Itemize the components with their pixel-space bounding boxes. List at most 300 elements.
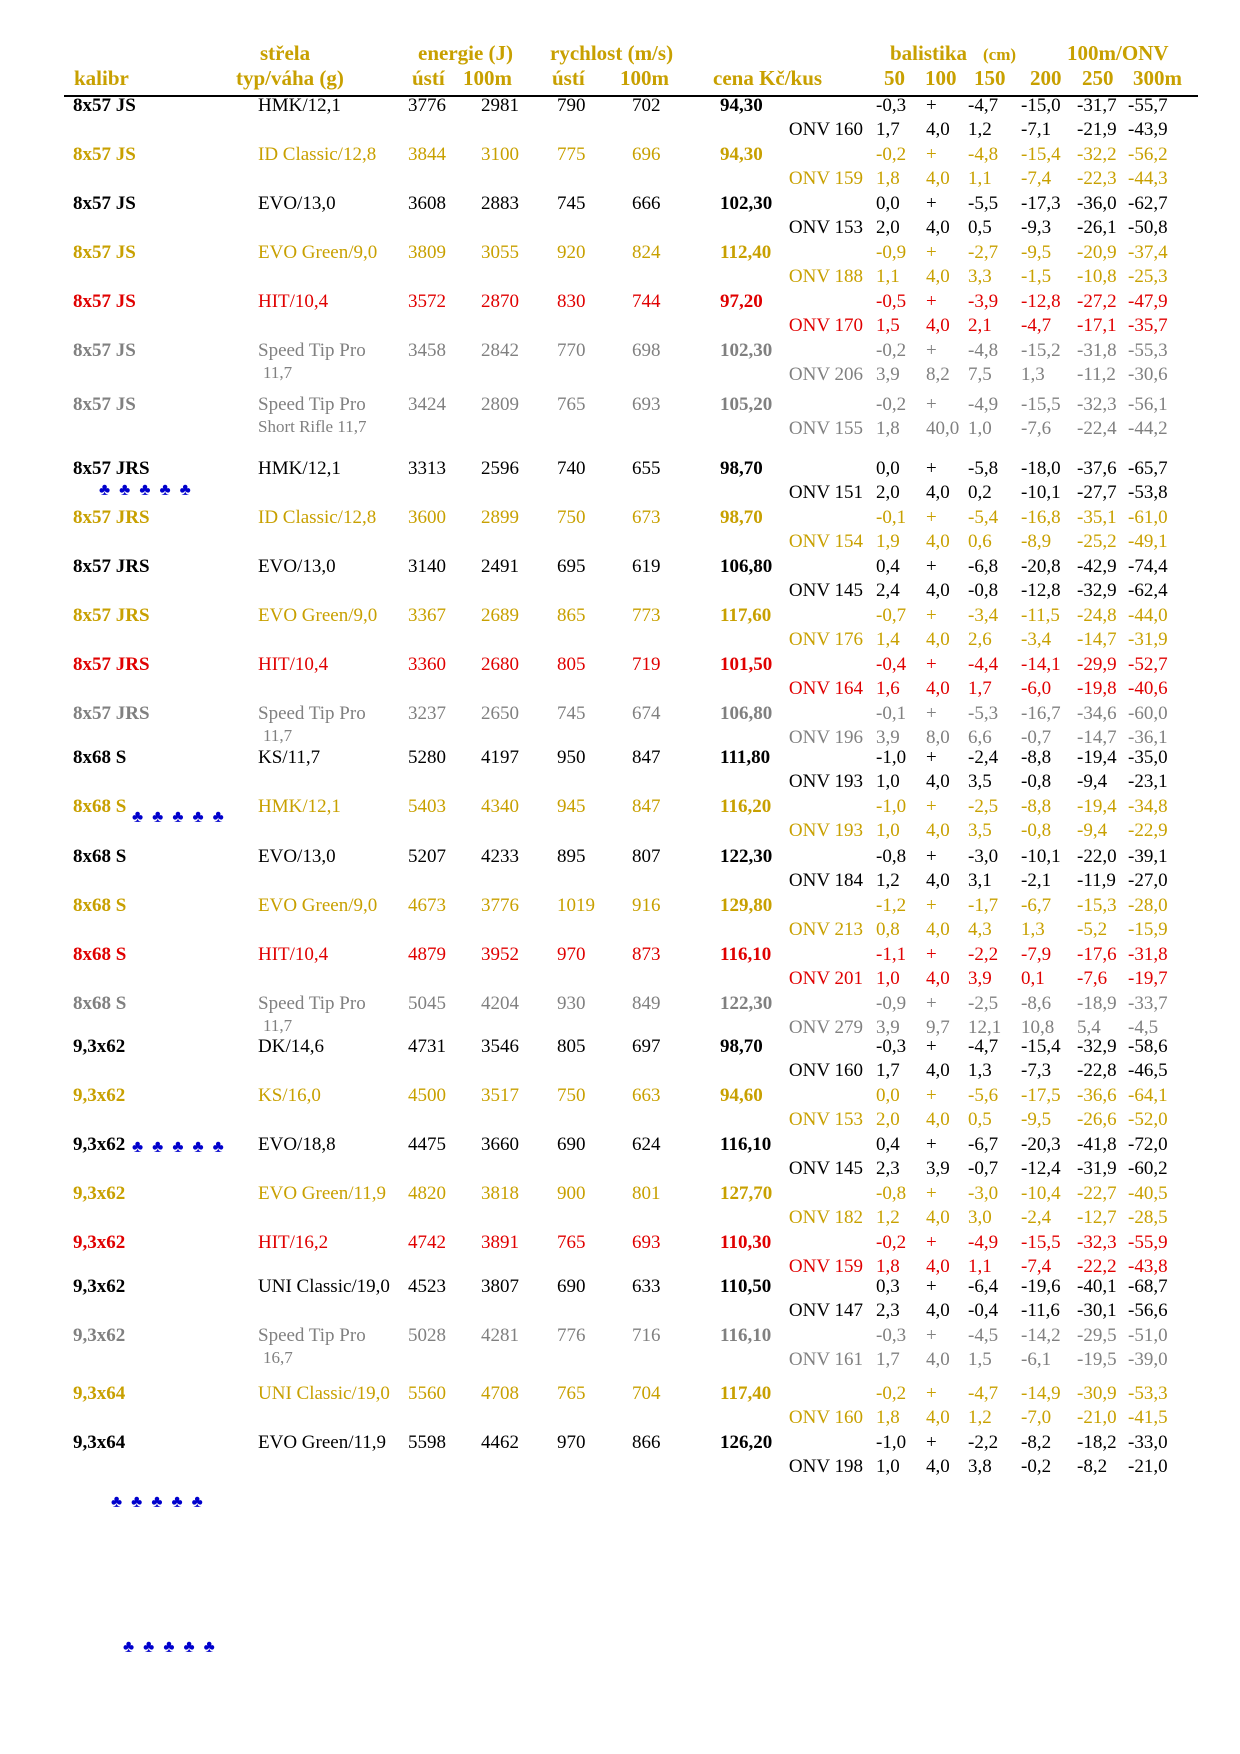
ballistics-50-onv: 1,5 [876,315,900,336]
header-energie-usti: ústí [412,66,445,90]
ballistics-50: -0,3 [876,1036,907,1057]
energy-muzzle: 3776 [408,95,446,116]
velocity-muzzle: 930 [557,993,586,1014]
ballistics-200: -15,0 [1021,95,1061,116]
velocity-100m: 847 [632,796,661,817]
ballistics-300: -44,0 [1128,605,1168,626]
ballistics-150: -4,4 [968,654,999,675]
ballistics-300-onv: -39,0 [1128,1349,1168,1370]
header-balistika: balistika [890,41,968,65]
onv-distance: ONV 147 [788,1300,863,1321]
table-row [0,846,1240,911]
ballistics-250: -34,6 [1077,703,1117,724]
ballistics-100: + [926,703,937,724]
ballistics-150: -3,0 [968,846,999,867]
caliber: 8x57 JS [73,95,136,116]
onv-distance: ONV 196 [788,727,863,748]
energy-muzzle: 5028 [408,1325,446,1346]
header-150: 150 [974,66,1006,90]
velocity-muzzle: 895 [557,846,586,867]
bullet-type-weight: EVO Green/9,0 [258,605,378,626]
ballistics-300-onv: -43,9 [1128,119,1168,140]
energy-muzzle: 5560 [408,1383,446,1404]
ballistics-250-onv: -22,4 [1077,418,1117,439]
bullet-type-weight-cont: 11,7 [263,1016,293,1035]
energy-100m: 4281 [481,1325,519,1346]
ballistics-200-onv: 1,3 [1021,919,1045,940]
ballistics-150: -2,2 [968,944,999,965]
caliber: 8x57 JRS [73,507,150,528]
ballistics-50-onv: 2,0 [876,482,900,503]
velocity-muzzle: 970 [557,1432,586,1453]
caliber: 9,3x62 [73,1085,126,1106]
velocity-muzzle: 695 [557,556,586,577]
ballistics-50-onv: 2,0 [876,217,900,238]
bullet-type-weight: KS/11,7 [258,747,321,768]
ballistics-250: -36,6 [1077,1085,1117,1106]
onv-distance: ONV 161 [788,1349,863,1370]
velocity-muzzle: 950 [557,747,586,768]
energy-muzzle: 3367 [408,605,446,626]
header-rychlost-usti: ústí [552,66,585,90]
ballistics-50: -0,4 [876,654,907,675]
ballistics-300: -64,1 [1128,1085,1168,1106]
ballistics-200-onv: -0,8 [1021,771,1052,792]
velocity-100m: 673 [632,507,661,528]
energy-muzzle: 4879 [408,944,446,965]
ballistics-100: + [926,242,937,263]
bullet-type-weight: HMK/12,1 [258,796,341,817]
ballistics-50-onv: 1,1 [876,266,900,287]
ballistics-250-onv: -10,8 [1077,266,1117,287]
ballistics-200-onv: -8,9 [1021,531,1052,552]
ballistics-200: -8,8 [1021,747,1052,768]
velocity-100m: 619 [632,556,661,577]
ballistics-100-onv: 4,0 [926,870,950,891]
price: 116,10 [720,1134,772,1155]
caliber: 8x57 JRS [73,703,150,724]
ballistics-150: -4,8 [968,144,999,165]
ballistics-250-onv: -21,0 [1077,1407,1117,1428]
ballistics-150-onv: -0,7 [968,1158,999,1179]
energy-muzzle: 3313 [408,458,446,479]
velocity-muzzle: 750 [557,1085,586,1106]
price: 122,30 [720,846,773,867]
bullet-type-weight: Speed Tip Pro [258,394,366,415]
ballistics-250: -22,7 [1077,1183,1117,1204]
ballistics-50-onv: 1,8 [876,1256,900,1277]
clubs-rating: ♣♣♣♣♣ [132,1137,233,1156]
energy-100m: 2596 [481,458,519,479]
ballistics-300: -72,0 [1128,1134,1168,1155]
onv-distance: ONV 160 [788,1060,863,1081]
velocity-muzzle: 740 [557,458,586,479]
onv-distance: ONV 155 [788,418,863,439]
ballistics-200: -15,5 [1021,394,1061,415]
price: 127,70 [720,1183,773,1204]
header-rychlost-100m: 100m [620,66,669,90]
ballistics-150-onv: 3,1 [968,870,992,891]
velocity-100m: 693 [632,1232,661,1253]
caliber: 9,3x64 [73,1383,126,1404]
ballistics-150: -2,5 [968,796,999,817]
ballistics-150-onv: 0,5 [968,1109,992,1130]
ballistics-300: -35,0 [1128,747,1168,768]
ballistics-50-onv: 1,8 [876,418,900,439]
ballistics-150: -5,6 [968,1085,999,1106]
ballistics-200: -10,4 [1021,1183,1061,1204]
caliber: 9,3x62 [73,1036,126,1057]
ballistics-250-onv: -9,4 [1077,820,1108,841]
clubs-rating: ♣♣♣♣♣ [99,480,200,499]
caliber: 9,3x62 [73,1325,126,1346]
ballistics-250: -27,2 [1077,291,1117,312]
ballistics-50: -1,0 [876,796,907,817]
caliber: 9,3x64 [73,1432,126,1453]
ballistics-250: -32,2 [1077,144,1117,165]
ballistics-300: -33,7 [1128,993,1168,1014]
ballistics-100: + [926,747,937,768]
ballistics-150-onv: 4,3 [968,919,992,940]
ballistics-50: -1,0 [876,1432,907,1453]
ballistics-100-onv: 40,0 [926,418,960,439]
ballistics-150-onv: 12,1 [968,1017,1002,1038]
price: 110,30 [720,1232,772,1253]
ballistics-200: -11,5 [1021,605,1060,626]
velocity-muzzle: 790 [557,95,586,116]
bullet-type-weight: HIT/10,4 [258,654,329,675]
onv-distance: ONV 213 [788,919,863,940]
clubs-rating: ♣♣♣♣♣ [123,1637,224,1656]
ballistics-250: -24,8 [1077,605,1117,626]
ballistics-250-onv: -25,2 [1077,531,1117,552]
energy-100m: 2491 [481,556,519,577]
ballistics-150-onv: 6,6 [968,727,992,748]
price: 94,60 [720,1085,763,1106]
velocity-100m: 849 [632,993,661,1014]
velocity-100m: 873 [632,944,661,965]
ballistics-250: -22,0 [1077,846,1117,867]
ballistics-250: -32,3 [1077,1232,1117,1253]
ballistics-200: -16,8 [1021,507,1061,528]
ballistics-250-onv: -22,8 [1077,1060,1117,1081]
bullet-type-weight: EVO Green/9,0 [258,895,378,916]
price: 105,20 [720,394,773,415]
onv-distance: ONV 198 [788,1456,863,1477]
ballistics-300: -74,4 [1128,556,1168,577]
ballistics-100-onv: 4,0 [926,968,950,989]
clubs-rating: ♣♣♣♣♣ [111,1492,212,1511]
velocity-100m: 663 [632,1085,661,1106]
ballistics-150-onv: 3,5 [968,820,992,841]
ballistics-300: -68,7 [1128,1276,1168,1297]
energy-100m: 3807 [481,1276,519,1297]
table-row [0,1383,1240,1448]
ballistics-300-onv: -21,0 [1128,1456,1168,1477]
bullet-type-weight: ID Classic/12,8 [258,507,377,528]
velocity-100m: 696 [632,144,661,165]
ballistics-250-onv: -11,2 [1077,364,1116,385]
ballistics-50: -0,1 [876,703,907,724]
ballistics-200: -14,2 [1021,1325,1061,1346]
onv-distance: ONV 164 [788,678,863,699]
ballistics-50: -1,0 [876,747,907,768]
ballistics-150: -4,8 [968,340,999,361]
ballistics-250-onv: -21,9 [1077,119,1117,140]
energy-100m: 3776 [481,895,519,916]
caliber: 8x57 JRS [73,556,150,577]
ballistics-300: -31,8 [1128,944,1168,965]
header-kalibr: kalibr [74,66,129,90]
bullet-type-weight: HIT/16,2 [258,1232,329,1253]
ballistics-100-onv: 4,0 [926,1456,950,1477]
ballistics-300-onv: -52,0 [1128,1109,1168,1130]
ballistics-50: -0,5 [876,291,907,312]
energy-100m: 2680 [481,654,519,675]
price: 98,70 [720,507,763,528]
ballistics-150-onv: 3,5 [968,771,992,792]
ballistics-100-onv: 4,0 [926,315,950,336]
energy-100m: 2650 [481,703,519,724]
header-rychlost: rychlost (m/s) [550,41,674,65]
header-strela: střela [260,41,311,65]
energy-muzzle: 3237 [408,703,446,724]
bullet-type-weight: HIT/10,4 [258,944,329,965]
ballistics-100: + [926,1036,937,1057]
energy-100m: 2809 [481,394,519,415]
price: 94,30 [720,144,763,165]
ballistics-250-onv: -7,6 [1077,968,1108,989]
ballistics-50-onv: 1,0 [876,820,900,841]
ballistics-200: -15,4 [1021,1036,1061,1057]
ballistics-200-onv: -0,8 [1021,820,1052,841]
ballistics-250: -19,4 [1077,747,1117,768]
ballistics-50: -0,3 [876,1325,907,1346]
ballistics-200: -18,0 [1021,458,1061,479]
bullet-type-weight: EVO/18,8 [258,1134,336,1155]
ballistics-50-onv: 2,4 [876,580,900,601]
ballistics-150: -3,9 [968,291,999,312]
caliber: 8x57 JS [73,242,136,263]
ballistics-100: + [926,144,937,165]
ballistics-300: -34,8 [1128,796,1168,817]
velocity-muzzle: 745 [557,703,586,724]
ballistics-100-onv: 4,0 [926,266,950,287]
ballistics-50: -0,8 [876,846,907,867]
ballistics-200: -15,5 [1021,1232,1061,1253]
energy-muzzle: 4742 [408,1232,446,1253]
table-row [0,747,1240,812]
ballistics-200: -19,6 [1021,1276,1061,1297]
energy-muzzle: 3809 [408,242,446,263]
ballistics-50: 0,4 [876,556,900,577]
ballistics-150-onv: 1,0 [968,418,992,439]
ballistics-150: -5,3 [968,703,999,724]
caliber: 8x57 JS [73,291,136,312]
bullet-type-weight: UNI Classic/19,0 [258,1383,390,1404]
ballistics-300-onv: -4,5 [1128,1017,1159,1038]
ballistics-300-onv: -30,6 [1128,364,1168,385]
caliber: 9,3x62 [73,1134,126,1155]
ballistics-150: -3,4 [968,605,999,626]
caliber: 8x68 S [73,747,127,768]
clubs-rating: ♣♣♣♣♣ [132,807,233,826]
velocity-100m: 697 [632,1036,661,1057]
ballistics-100-onv: 4,0 [926,1256,950,1277]
table-row [0,193,1240,258]
ballistics-50: -0,2 [876,394,907,415]
ballistics-100-onv: 4,0 [926,482,950,503]
ballistics-200: -15,2 [1021,340,1061,361]
ballistics-50-onv: 2,0 [876,1109,900,1130]
ballistics-200-onv: -7,1 [1021,119,1052,140]
ballistics-100-onv: 4,0 [926,119,950,140]
ballistics-50-onv: 2,3 [876,1158,900,1179]
energy-100m: 4708 [481,1383,519,1404]
ballistics-250: -31,8 [1077,340,1117,361]
ballistics-300: -40,5 [1128,1183,1168,1204]
ballistics-50-onv: 3,9 [876,364,900,385]
ballistics-100: + [926,895,937,916]
caliber: 8x68 S [73,895,127,916]
ballistics-150-onv: 7,5 [968,364,992,385]
ballistics-250: -15,3 [1077,895,1117,916]
table-row [0,895,1240,960]
ballistics-250: -35,1 [1077,507,1117,528]
ballistics-100: + [926,291,937,312]
ballistics-200-onv: -2,4 [1021,1207,1052,1228]
ballistics-200: -7,9 [1021,944,1052,965]
bullet-type-weight: HMK/12,1 [258,458,341,479]
ballistics-50-onv: 1,0 [876,1456,900,1477]
ballistics-300-onv: -44,2 [1128,418,1168,439]
ballistics-200: -9,5 [1021,242,1052,263]
velocity-muzzle: 775 [557,144,586,165]
ballistics-250-onv: -14,7 [1077,727,1117,748]
energy-100m: 2870 [481,291,519,312]
ballistics-50-onv: 1,7 [876,119,900,140]
onv-distance: ONV 170 [788,315,863,336]
price: 101,50 [720,654,773,675]
energy-muzzle: 4673 [408,895,446,916]
ballistics-300-onv: -27,0 [1128,870,1168,891]
bullet-type-weight: EVO/13,0 [258,193,336,214]
ballistics-50-onv: 1,9 [876,531,900,552]
ballistics-100: + [926,1432,937,1453]
ballistics-50-onv: 1,0 [876,968,900,989]
ballistics-200-onv: -9,5 [1021,1109,1052,1130]
energy-muzzle: 4500 [408,1085,446,1106]
energy-muzzle: 4475 [408,1134,446,1155]
velocity-muzzle: 865 [557,605,586,626]
header-50: 50 [884,66,905,90]
onv-distance: ONV 153 [788,1109,863,1130]
ballistics-100-onv: 4,0 [926,820,950,841]
velocity-100m: 866 [632,1432,661,1453]
price: 112,40 [720,242,772,263]
ballistics-100: + [926,193,937,214]
velocity-100m: 807 [632,846,661,867]
ballistics-100-onv: 4,0 [926,531,950,552]
energy-100m: 2689 [481,605,519,626]
energy-muzzle: 5207 [408,846,446,867]
onv-distance: ONV 279 [788,1017,863,1038]
energy-muzzle: 5403 [408,796,446,817]
ballistics-50: -0,1 [876,507,907,528]
energy-muzzle: 5598 [408,1432,446,1453]
onv-distance: ONV 193 [788,820,863,841]
ballistics-200-onv: -7,4 [1021,168,1052,189]
bullet-type-weight: EVO Green/11,9 [258,1183,387,1204]
ballistics-300: -61,0 [1128,507,1168,528]
energy-100m: 3952 [481,944,519,965]
ballistics-300: -55,7 [1128,95,1168,116]
ballistics-100: + [926,394,937,415]
velocity-100m: 916 [632,895,661,916]
velocity-muzzle: 830 [557,291,586,312]
ballistics-50-onv: 0,8 [876,919,900,940]
ballistics-250-onv: -26,1 [1077,217,1117,238]
velocity-100m: 704 [632,1383,661,1404]
ballistics-50-onv: 1,7 [876,1060,900,1081]
energy-100m: 2981 [481,95,519,116]
header-250: 250 [1082,66,1114,90]
ballistics-50: -0,2 [876,340,907,361]
onv-distance: ONV 182 [788,1207,863,1228]
ballistics-200-onv: -4,7 [1021,315,1052,336]
price: 116,20 [720,796,772,817]
ballistics-150: -6,4 [968,1276,999,1297]
ballistics-300-onv: -35,7 [1128,315,1168,336]
ballistics-300: -28,0 [1128,895,1168,916]
ballistics-100: + [926,796,937,817]
ballistics-150: -4,7 [968,1383,999,1404]
ballistics-100-onv: 4,0 [926,1060,950,1081]
price: 126,20 [720,1432,773,1453]
energy-100m: 3891 [481,1232,519,1253]
ballistics-250: -31,7 [1077,95,1117,116]
energy-100m: 3546 [481,1036,519,1057]
ballistics-250-onv: -32,9 [1077,580,1117,601]
header-energie-100m: 100m [463,66,512,90]
ballistics-250-onv: -17,1 [1077,315,1117,336]
ballistics-300-onv: -25,3 [1128,266,1168,287]
ballistics-200-onv: -7,6 [1021,418,1052,439]
ballistics-250-onv: -9,4 [1077,771,1108,792]
ballistics-150: -1,7 [968,895,999,916]
ballistics-200-onv: 0,1 [1021,968,1045,989]
ballistics-100-onv: 4,0 [926,1407,950,1428]
velocity-100m: 655 [632,458,661,479]
bullet-type-weight: UNI Classic/19,0 [258,1276,390,1297]
velocity-muzzle: 765 [557,394,586,415]
bullet-type-weight: Speed Tip Pro [258,340,366,361]
header-100: 100 [925,66,957,90]
ballistics-150: -2,2 [968,1432,999,1453]
ballistics-250-onv: 5,4 [1077,1017,1101,1038]
velocity-muzzle: 900 [557,1183,586,1204]
ballistics-50-onv: 1,2 [876,870,900,891]
velocity-100m: 624 [632,1134,661,1155]
ballistics-250: -30,9 [1077,1383,1117,1404]
bullet-type-weight: Speed Tip Pro [258,993,366,1014]
bullet-type-weight: ID Classic/12,8 [258,144,377,165]
energy-100m: 4233 [481,846,519,867]
ballistics-100: + [926,1183,937,1204]
ballistics-250: -18,2 [1077,1432,1117,1453]
ballistics-50: -1,2 [876,895,907,916]
ballistics-150: -2,5 [968,993,999,1014]
